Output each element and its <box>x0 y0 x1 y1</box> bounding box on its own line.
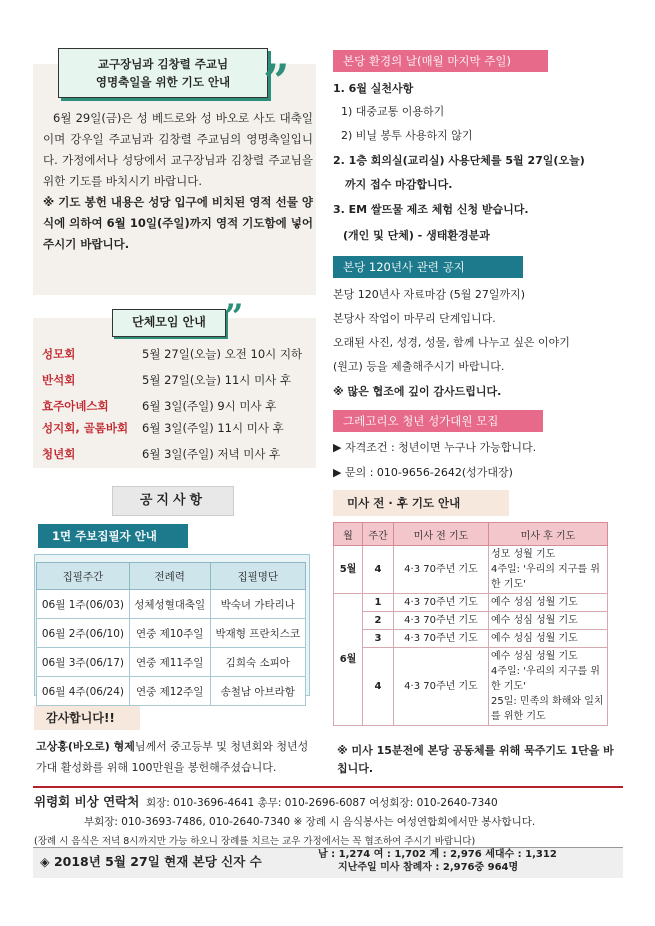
anniversary-line1: 본당 120년사 자료마감 (5월 27일까지) <box>333 288 526 301</box>
contact-line3: (장례 시 음식은 저녁 8시까지만 가능 하오니 장례를 치르는 교우 가정에서는 꼭 협조하여 주시기 바랍니다) <box>34 836 476 847</box>
contact-block <box>34 792 624 851</box>
table-cell: 박재형 프란치스코 <box>210 619 305 648</box>
table-cell: 4·3 70주년 기도 <box>394 612 489 630</box>
anniversary-line2: 본당사 작업이 마무리 단계입니다. <box>333 312 496 325</box>
group-row <box>42 368 314 392</box>
group-row-info: 5월 27일(오늘) 오전 10시 지하 <box>142 347 303 361</box>
anniversary-title: 본당 120년사 관련 공지 <box>333 256 523 278</box>
table-cell: 6월 <box>334 594 363 726</box>
footer-title: ◈ 2018년 5월 27일 현재 본당 신자 수 <box>40 854 262 869</box>
prayer-title: 미사 전 · 후 기도 안내 <box>333 490 509 516</box>
table-cell: 4·3 70주년 기도 <box>394 648 489 726</box>
notice-title-line1: 교구장님과 김창렬 주교님 <box>97 57 229 71</box>
member-stats: 남 : 1,274 여 : 1,702 계 : 2,976 세대수 : 1,312 <box>318 849 557 860</box>
group-row-name: 성지회, 골롬바회 <box>42 421 129 435</box>
table-cell: 연중 제11주일 <box>129 648 210 677</box>
table-header: 집필주간 <box>37 563 130 590</box>
notice-title <box>58 48 268 98</box>
environment-item2b: 까지 접수 마감합니다. <box>345 178 453 191</box>
notice-para2: ※ 기도 봉헌 내용은 성당 입구에 비치된 영적 선물 양식에 의하여 6월 10일(주일)까지 영적 기도함에 넣어 주시기 바랍니다. <box>43 195 313 251</box>
table-cell: 06월 1주(06/03) <box>37 590 130 619</box>
table-cell: 4·3 70주년 기도 <box>394 630 489 648</box>
table-cell: 예수 성심 성월 기도 <box>489 594 608 612</box>
table-cell: 성체성혈대축일 <box>129 590 210 619</box>
anniversary-line5: ※ 많은 협조에 깊이 감사드립니다. <box>333 385 502 398</box>
notice-body <box>43 108 313 255</box>
table-cell: 06월 4주(06/24) <box>37 677 130 706</box>
table-row <box>37 590 306 619</box>
quote-icon: ” <box>224 297 244 337</box>
environment-item3: 3. EM 쌀뜨물 제조 체험 신청 받습니다. <box>333 203 529 216</box>
prayer-after-line: 4주일: '우리의 지구를 위한 기도' <box>491 666 600 692</box>
table-row <box>334 630 608 648</box>
footer-stats <box>318 848 622 874</box>
table-header: 미사 전 기도 <box>394 523 489 546</box>
table-header-row <box>334 523 608 546</box>
table-cell: 송철남 아브라함 <box>210 677 305 706</box>
contact-line1: 회장: 010-3696-4641 총무: 010-2696-6087 여성회장: 010-2640-7340 <box>146 797 498 809</box>
contact-line2: 부회장: 010-3693-7486, 010-2640-7340 ※ 장례 시 음식봉사는 여성연합회에서만 봉사합니다. <box>84 816 536 828</box>
group-row-name: 반석회 <box>42 373 76 387</box>
quote-icon: ” <box>263 54 290 108</box>
gregorian-contact: ▶ 문의 : 010-9656-2642(성가대장) <box>333 466 513 479</box>
group-row <box>42 416 314 440</box>
table-row <box>37 648 306 677</box>
group-row-name: 청년회 <box>42 447 76 461</box>
group-row-info: 6월 3일(주일) 11시 미사 후 <box>142 421 284 435</box>
gregorian-qualification: ▶ 자격조건 : 청년이면 누구나 가능합니다. <box>333 441 537 454</box>
thanks-body <box>36 736 318 778</box>
group-row <box>42 442 314 466</box>
table-row <box>37 677 306 706</box>
attendance-stats: 지난주일 미사 참례자 : 2,976중 964명 <box>338 862 519 873</box>
prayer-after-line: 예수 성심 성월 기도 <box>491 651 578 662</box>
table-cell: 연중 제10주일 <box>129 619 210 648</box>
thanks-title: 감사합니다!! <box>34 706 140 730</box>
group-row-info: 6월 3일(주일) 9시 미사 후 <box>142 399 277 413</box>
table-row <box>334 648 608 726</box>
table-cell: 1 <box>363 594 394 612</box>
environment-item1b: 2) 비닐 봉투 사용하지 않기 <box>341 129 473 142</box>
group-title: 단체모임 안내 <box>112 309 226 337</box>
notice-para1: 6월 29일(금)은 성 베드로와 성 바오로 사도 대축일이며 강우일 주교님과 김창렬 주교님의 영명축일입니다. 가정에서나 성당에서 교구장님과 김창렬 주교님을 위한 기도를 바치시기 바랍니다. <box>43 111 313 188</box>
group-row <box>42 394 314 418</box>
thanks-name: 고상홍(바오로) 형제 <box>36 740 135 753</box>
table-header: 월 <box>334 523 363 546</box>
table-cell: 박숙녀 가타리나 <box>210 590 305 619</box>
table-header: 집필명단 <box>210 563 305 590</box>
table-cell: 06월 3주(06/17) <box>37 648 130 677</box>
table-header: 전례력 <box>129 563 210 590</box>
table-row <box>334 546 608 594</box>
group-row <box>42 342 314 366</box>
table-cell: 김희숙 소피아 <box>210 648 305 677</box>
anniversary-line4: (원고) 등을 제출해주시기 바랍니다. <box>333 360 505 373</box>
prayer-table <box>333 522 608 726</box>
table-header: 주간 <box>363 523 394 546</box>
environment-item3b: (개인 및 단체) - 생태환경분과 <box>343 229 490 242</box>
table-cell: 예수 성심 성월 기도 <box>489 612 608 630</box>
environment-title: 본당 환경의 날(매월 마지막 주일) <box>333 50 548 72</box>
prayer-after-line: 4주일: '우리의 지구를 위한 기도' <box>491 564 600 590</box>
table-cell: 예수 성심 성월 기도 <box>489 630 608 648</box>
table-row <box>334 594 608 612</box>
table-header-row <box>37 563 306 590</box>
table-cell: 5월 <box>334 546 363 594</box>
notice-title-line2: 영명축일을 위한 기도 안내 <box>95 75 231 89</box>
writer-title: 1면 주보집필자 안내 <box>38 524 188 548</box>
table-cell <box>489 648 608 726</box>
table-row <box>334 612 608 630</box>
group-row-name: 성모회 <box>42 347 76 361</box>
table-cell: 연중 제12주일 <box>129 677 210 706</box>
table-cell: 06월 2주(06/10) <box>37 619 130 648</box>
table-cell <box>489 546 608 594</box>
table-cell: 4·3 70주년 기도 <box>394 594 489 612</box>
table-header: 미사 후 기도 <box>489 523 608 546</box>
table-row <box>37 619 306 648</box>
writer-table <box>36 562 306 706</box>
table-cell: 3 <box>363 630 394 648</box>
divider <box>33 786 623 788</box>
environment-item2: 2. 1층 회의실(교리실) 사용단체를 5월 27일(오늘) <box>333 154 585 167</box>
group-row-name: 효주아녜스회 <box>42 399 109 413</box>
table-cell: 4 <box>363 648 394 726</box>
prayer-after-line: 성모 성월 기도 <box>491 549 556 560</box>
contact-head: 위령회 비상 연락처 <box>34 794 140 809</box>
environment-item1: 1. 6월 실천사항 <box>333 82 414 95</box>
table-cell: 2 <box>363 612 394 630</box>
gregorian-title: 그레고리오 청년 성가대원 모집 <box>333 410 543 432</box>
group-row-info: 6월 3일(주일) 저녁 미사 후 <box>142 447 281 461</box>
anniversary-line3: 오래된 사진, 성경, 성물, 함께 나누고 싶은 이야기 <box>333 336 570 349</box>
announcements-banner: 공지사항 <box>112 486 234 516</box>
group-row-info: 5월 27일(오늘) 11시 미사 후 <box>142 373 292 387</box>
prayer-after-line: 25일: 민족의 화해와 일치를 위한 기도 <box>491 696 604 722</box>
environment-item1a: 1) 대중교통 이용하기 <box>341 105 445 118</box>
table-cell: 4·3 70주년 기도 <box>394 546 489 594</box>
prayer-note: ※ 미사 15분전에 본당 공동체를 위해 묵주기도 1단을 바칩니다. <box>337 744 614 775</box>
thanks-text: 님께서 중고등부 및 청년회와 청년성가대 활성화를 위해 100만원을 봉헌해주셨습니다. <box>36 740 309 774</box>
table-cell: 4 <box>363 546 394 594</box>
